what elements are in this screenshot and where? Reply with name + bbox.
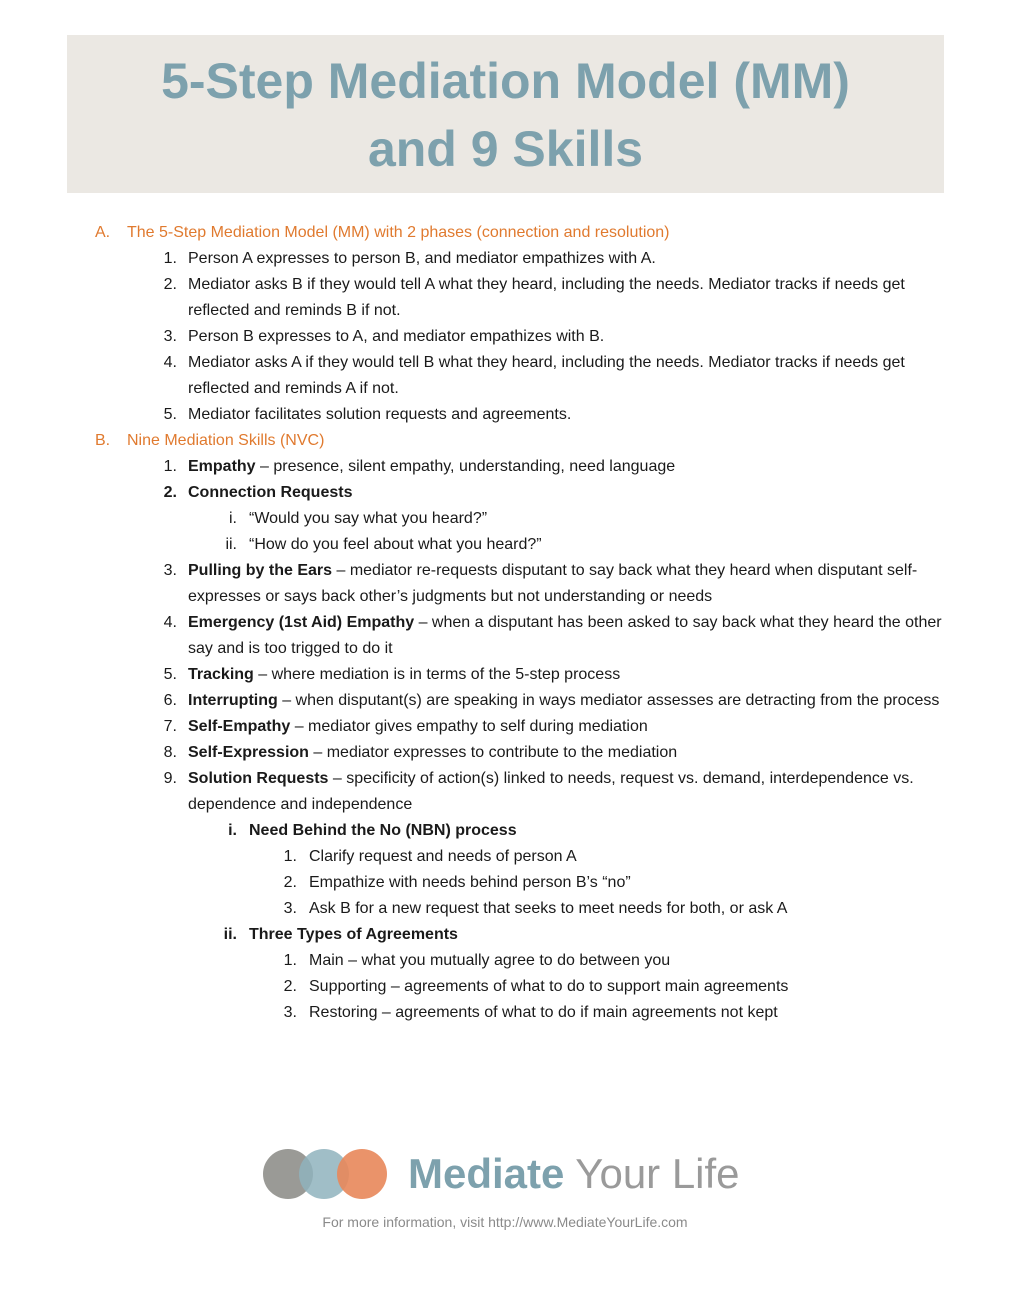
list-text: Main – what you mutually agree to do between you	[309, 952, 671, 969]
list-text: Clarify request and needs of person A	[309, 848, 577, 865]
brand-bold: Mediate	[408, 1150, 565, 1197]
list-number: 2.	[283, 874, 297, 891]
step-item	[95, 974, 945, 1000]
list-number: 1.	[163, 250, 177, 267]
section-marker: A.	[95, 224, 111, 241]
list-number: 4.	[163, 614, 177, 631]
list-text: Mediator asks B if they would tell A what they heard, including the needs. Mediator tracks if needs get reflected and reminds B if not.	[188, 276, 905, 319]
list-number: i.	[228, 822, 237, 839]
list-number: 1.	[283, 952, 297, 969]
title-banner	[67, 35, 944, 193]
section-marker: B.	[95, 432, 111, 449]
list-number: 3.	[283, 900, 297, 917]
skill-item	[95, 558, 945, 610]
sub-item	[95, 506, 945, 532]
skill-name: Empathy	[188, 458, 256, 475]
skill-name: Self-Empathy	[188, 718, 291, 735]
list-number: 2.	[163, 484, 177, 501]
list-text: Person B expresses to A, and mediator empathizes with B.	[188, 328, 605, 345]
list-text: Mediator facilitates solution requests and agreements.	[188, 406, 572, 423]
skill-name: Self-Expression	[188, 744, 309, 761]
list-text: Ask B for a new request that seeks to meet needs for both, or ask A	[309, 900, 788, 917]
skill-item	[95, 714, 945, 740]
brand-light: Your Life	[575, 1150, 740, 1197]
skill-item	[95, 766, 945, 818]
list-item	[95, 350, 945, 402]
step-item	[95, 948, 945, 974]
list-number: 4.	[163, 354, 177, 371]
skill-desc: – specificity of action(s) linked to needs, request vs. demand, interdependence vs. dependence and independence	[188, 770, 914, 813]
step-item	[95, 844, 945, 870]
list-text: Mediator asks A if they would tell B what they heard, including the needs. Mediator tracks if needs get reflected and reminds A if not.	[188, 354, 905, 397]
skill-item	[95, 662, 945, 688]
step-item	[95, 896, 945, 922]
footer	[0, 1140, 1010, 1250]
logo-circles-icon	[262, 1148, 392, 1200]
section-title: The 5-Step Mediation Model (MM) with 2 phases (connection and resolution)	[127, 224, 670, 241]
list-text: Person A expresses to person B, and mediator empathizes with A.	[188, 250, 656, 267]
skill-item	[95, 480, 945, 506]
skill-desc: – where mediation is in terms of the 5-step process	[253, 666, 621, 683]
skill-name: Solution Requests	[188, 770, 329, 787]
step-item	[95, 870, 945, 896]
skill-item	[95, 454, 945, 480]
list-number: 3.	[283, 1004, 297, 1021]
list-text: Restoring – agreements of what to do if main agreements not kept	[309, 1004, 778, 1021]
title-line-2: and 9 Skills	[367, 121, 644, 177]
agreements-heading	[95, 922, 945, 948]
list-text: Supporting – agreements of what to do to support main agreements	[309, 978, 789, 995]
skill-name: Tracking	[188, 666, 254, 683]
list-item	[95, 272, 945, 324]
list-number: ii.	[223, 926, 237, 943]
skill-name: Pulling by the Ears	[188, 562, 333, 579]
list-text: “Would you say what you heard?”	[249, 510, 488, 527]
skill-item	[95, 740, 945, 766]
skill-name: Connection Requests	[188, 484, 353, 501]
brand-logo-text	[408, 1144, 740, 1204]
list-number: 3.	[163, 562, 177, 579]
list-number: 1.	[283, 848, 297, 865]
list-number: 7.	[163, 718, 177, 735]
list-number: 2.	[283, 978, 297, 995]
skill-name: Interrupting	[188, 692, 278, 709]
skill-desc: – mediator expresses to contribute to the mediation	[308, 744, 678, 761]
title-line-1: 5-Step Mediation Model (MM)	[161, 53, 850, 109]
list-number: 5.	[163, 666, 177, 683]
list-number: ii.	[225, 536, 237, 553]
list-number: i.	[229, 510, 237, 527]
document-body	[95, 220, 945, 1026]
list-number: 9.	[163, 770, 177, 787]
list-item	[95, 324, 945, 350]
list-text: “How do you feel about what you heard?”	[249, 536, 542, 553]
skill-desc: – when disputant(s) are speaking in ways mediator assesses are detracting from the process	[277, 692, 940, 709]
list-number: 1.	[163, 458, 177, 475]
page-title	[67, 35, 944, 183]
sub-title: Need Behind the No (NBN) process	[249, 822, 517, 839]
skill-desc: – mediator re-requests disputant to say back what they heard when disputant self-expresses or says back other’s judgments but not understanding or needs	[188, 562, 918, 605]
skill-desc: – mediator gives empathy to self during mediation	[290, 718, 648, 735]
section-a-heading	[95, 220, 945, 246]
list-text: Empathize with needs behind person B’s “no”	[309, 874, 631, 891]
list-number: 3.	[163, 328, 177, 345]
skill-name: Emergency (1st Aid) Empathy	[188, 614, 415, 631]
list-number: 6.	[163, 692, 177, 709]
skill-item	[95, 688, 945, 714]
footer-visit-text: For more information, visit http://www.MediateYourLife.com	[322, 1214, 688, 1230]
skill-item	[95, 610, 945, 662]
list-item	[95, 402, 945, 428]
skill-desc: – presence, silent empathy, understanding, need language	[255, 458, 676, 475]
skill-desc: – when a disputant has been asked to say back what they heard the other say and is too trigged to do it	[188, 614, 942, 657]
section-b-heading	[95, 428, 945, 454]
sub-title: Three Types of Agreements	[249, 926, 458, 943]
section-title: Nine Mediation Skills (NVC)	[127, 432, 325, 449]
step-item	[95, 1000, 945, 1026]
nbn-heading	[95, 818, 945, 844]
list-number: 2.	[163, 276, 177, 293]
list-number: 8.	[163, 744, 177, 761]
list-number: 5.	[163, 406, 177, 423]
list-item	[95, 246, 945, 272]
sub-item	[95, 532, 945, 558]
